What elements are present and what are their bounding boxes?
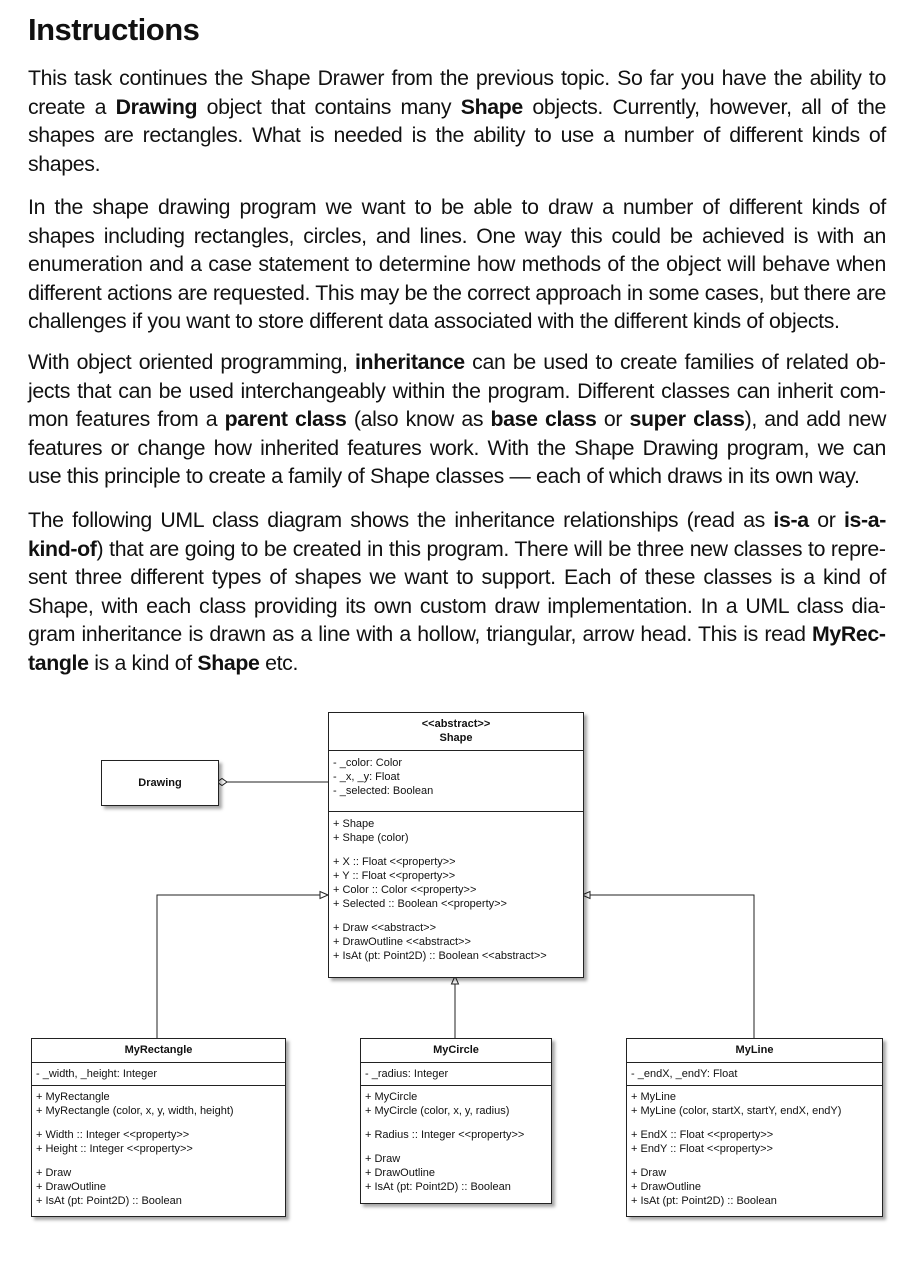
class-name: MyLine — [627, 1039, 882, 1063]
class-member: + MyCircle — [365, 1091, 418, 1103]
class-member: + Y :: Float <<property>> — [333, 870, 456, 882]
operations-group-constructors — [333, 817, 579, 845]
class-member: + IsAt (pt: Point2D) :: Boolean <<abstract>> — [333, 950, 547, 962]
class-attributes-shape — [329, 751, 583, 811]
class-name: Drawing — [138, 777, 182, 789]
operations-group-methods — [333, 921, 579, 963]
class-member: + MyLine — [631, 1091, 676, 1103]
class-attributes-myline — [627, 1063, 882, 1085]
operations-group-methods — [631, 1166, 878, 1208]
paragraph-shapes: In the shape drawing program we want to be able to draw a number of different kinds of shapes including rectangles, circles, and lines. One way this could be achieved is with an enumeration and a case statement to determine how methods of the object will behave when different actions are requested. This may be the correct approach in some cases, but there are challenges if you want to store different data associated with the different kinds of objects. — [28, 195, 886, 333]
uml-class-myrectangle — [31, 1038, 286, 1217]
class-member: - _endX, _endY: Float — [631, 1068, 738, 1080]
class-member: + Color :: Color <<property>> — [333, 884, 477, 896]
inheritance-arrow-myrectangle — [320, 892, 328, 899]
operations-group-properties — [631, 1128, 878, 1156]
class-member: + MyLine (color, startX, startY, endX, endY) — [631, 1105, 842, 1117]
class-member: + Height :: Integer <<property>> — [36, 1143, 193, 1155]
class-operations-mycircle — [361, 1085, 551, 1196]
class-name: MyCircle — [361, 1039, 551, 1063]
class-operations-myline — [627, 1085, 882, 1210]
uml-class-drawing — [101, 760, 219, 806]
operations-group-properties — [333, 855, 579, 911]
operations-group-constructors — [365, 1090, 547, 1118]
class-member: + X :: Float <<property>> — [333, 856, 456, 868]
page-title: Instructions — [28, 12, 200, 47]
class-member: + DrawOutline — [631, 1181, 702, 1193]
class-header-shape — [329, 713, 583, 751]
class-member: + EndY :: Float <<property>> — [631, 1143, 773, 1155]
operations-group-properties — [365, 1128, 547, 1142]
class-member: + Draw — [36, 1167, 72, 1179]
class-stereotype: <<abstract>> — [421, 718, 491, 730]
uml-class-shape — [328, 712, 584, 978]
class-member: + Width :: Integer <<property>> — [36, 1129, 190, 1141]
class-name: MyRectangle — [32, 1039, 285, 1063]
class-member: + EndX :: Float <<property>> — [631, 1129, 774, 1141]
operations-group-properties — [36, 1128, 281, 1156]
class-operations-myrectangle — [32, 1085, 285, 1210]
class-member: + MyRectangle — [36, 1091, 110, 1103]
class-member: + Draw <<abstract>> — [333, 922, 437, 934]
inheritance-line-myline — [590, 895, 754, 1038]
class-member: + IsAt (pt: Point2D) :: Boolean — [365, 1181, 511, 1193]
class-member: + Shape — [333, 818, 375, 830]
operations-group-methods — [36, 1166, 281, 1208]
class-member: + Radius :: Integer <<property>> — [365, 1129, 525, 1141]
class-member: + IsAt (pt: Point2D) :: Boolean — [36, 1195, 182, 1207]
class-member: + Draw — [365, 1153, 401, 1165]
class-member: + DrawOutline <<abstract>> — [333, 936, 471, 948]
class-member: - _width, _height: Integer — [36, 1068, 158, 1080]
class-member: - _selected: Boolean — [333, 785, 434, 797]
class-member: + DrawOutline — [365, 1167, 436, 1179]
paragraph-uml: The following UML class diagram shows the inheritance relationships (read as is-a or is-a-kind-of) that are going to be created in this program. There will be three new classes to represent three different types of shapes we want to support. Each of these classes is a kind of Shape, with each class providing its own custom draw implementation. In a UML class diagram inheritance is drawn as a line with a hollow, triangular, arrow head. This is read MyRectangle is a kind of Shape etc. — [28, 508, 886, 675]
operations-group-constructors — [631, 1090, 878, 1118]
class-member: + Draw — [631, 1167, 667, 1179]
paragraph-intro: This task continues the Shape Drawer from the previous topic. So far you have the ability to create a Drawing object that contains many Shape objects. Currently, however, all of the shapes are rectangles. What is needed is the ability to use a number of different kinds of shapes. — [28, 66, 887, 176]
class-attributes-myrectangle — [32, 1063, 285, 1085]
uml-class-myline — [626, 1038, 883, 1217]
class-member: + IsAt (pt: Point2D) :: Boolean — [631, 1195, 777, 1207]
class-name: Shape — [439, 732, 473, 744]
class-member: - _color: Color — [333, 757, 403, 769]
class-member: + Selected :: Boolean <<property>> — [333, 898, 507, 910]
operations-group-constructors — [36, 1090, 281, 1118]
class-operations-shape — [329, 811, 583, 965]
class-attributes-mycircle — [361, 1063, 551, 1085]
uml-class-mycircle — [360, 1038, 552, 1204]
class-member: - _radius: Integer — [365, 1068, 449, 1080]
paragraph-inheritance: With object oriented programming, inheritance can be used to create families of related objects that can be used interchangeably within the program. Different classes can inherit common features from a parent class (also know as base class or super class), and add new features or change how inherited features work. With the Shape Drawing program, we can use this principle to create a family of Shape classes — each of which draws in its own way. — [28, 350, 886, 488]
class-member: + DrawOutline — [36, 1181, 107, 1193]
class-member: + MyRectangle (color, x, y, width, height) — [36, 1105, 234, 1117]
class-member: + MyCircle (color, x, y, radius) — [365, 1105, 510, 1117]
operations-group-methods — [365, 1152, 547, 1194]
class-member: - _x, _y: Float — [333, 771, 400, 783]
class-member: + Shape (color) — [333, 832, 409, 844]
inheritance-line-myrectangle — [157, 895, 320, 1038]
